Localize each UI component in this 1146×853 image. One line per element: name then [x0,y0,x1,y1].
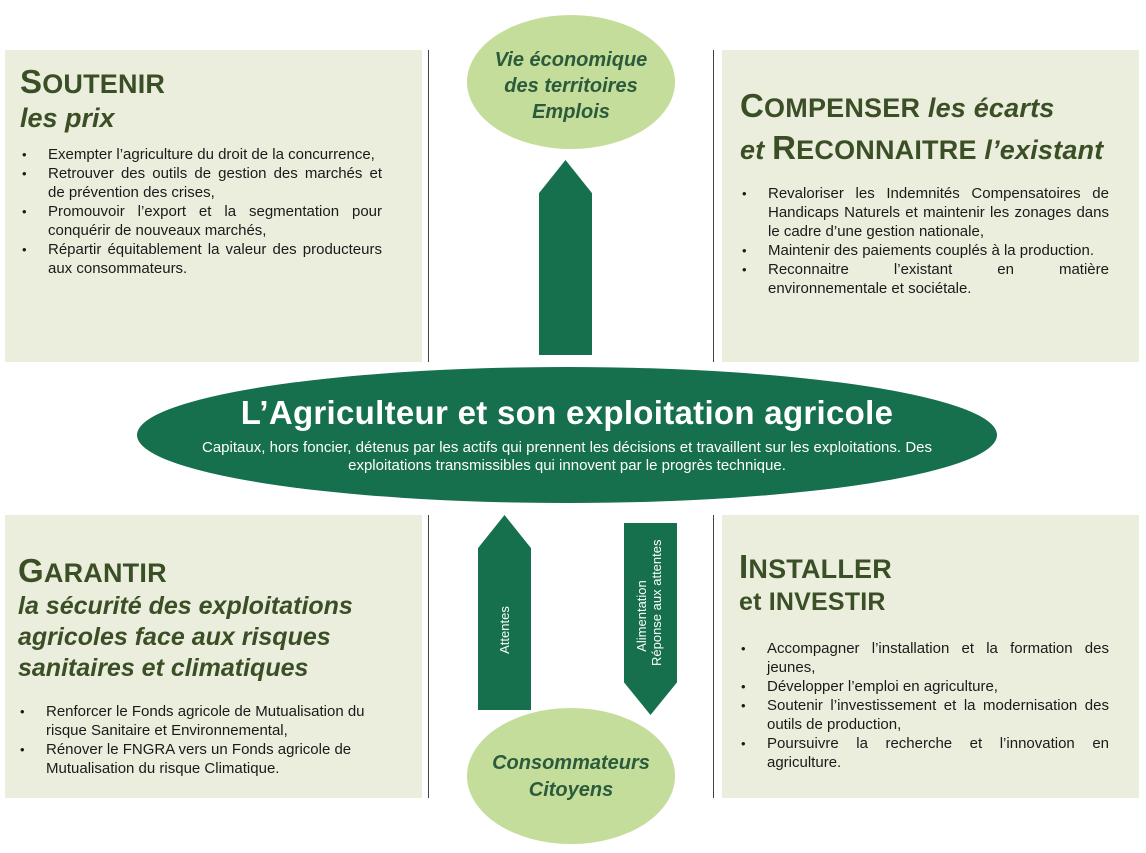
panel-subtitle: et INVESTIR [739,588,886,616]
divider-line [428,50,429,362]
list-item: • Répartir équitablement la valeur des producteurs aux consommateurs. [48,240,382,278]
divider-line [428,515,429,798]
list-item: • Développer l’emploi en agriculture, [767,677,1109,696]
ellipse-line: Consommateurs [492,752,650,774]
panel-subtitle: les prix [20,103,115,133]
list-item: • Promouvoir l’export et la segmentation pour conquérir de nouveaux marchés, [48,202,382,240]
center-title: L’Agriculteur et son exploitation agricole [240,394,894,431]
list-item: • Exempter l’agriculture du droit de la concurrence, [48,145,382,164]
ellipse-line: Citoyens [528,779,614,801]
panel-title-line2: et RECONNAITRE l’existant [740,129,1104,166]
list-item: • Reconnaitre l’existant en matière environnementale et sociétale. [768,260,1109,298]
divider-line [713,515,714,798]
panel-title: COMPENSER les écarts [740,87,1055,124]
arrow-label-attentes: Attentes [497,606,512,654]
panel-compenser [722,50,1139,362]
ellipse-consommateurs [467,708,675,844]
ellipse-line: des territoires [504,75,638,97]
arrow-up-icon [539,160,592,355]
bullet-list [18,702,382,778]
bullet-list [739,639,1109,772]
ellipse-vie-economique [467,15,675,149]
arrow-label-line: Réponse aux attentes [649,539,664,666]
panel-soutenir [5,50,422,362]
list-item: • Revaloriser les Indemnités Compensatoires de Handicaps Naturels et maintenir les zonages dans le cadre d’une gestion nationale, [768,184,1109,241]
list-item: • Poursuivre la recherche et l’innovation en agriculture. [767,734,1109,772]
list-item: • Soutenir l’investissement et la modernisation des outils de production, [767,696,1109,734]
panel-title: INSTALLER [739,548,892,585]
panel-garantir [5,515,422,798]
divider-line [713,50,714,362]
panel-title: GARANTIR [18,552,167,589]
list-item: • Rénover le FNGRA vers un Fonds agricole de Mutualisation du risque Climatique. [46,740,382,778]
list-item: • Maintenir des paiements couplés à la production. [768,241,1109,260]
bullet-list [20,145,382,278]
center-description: Capitaux, hors foncier, détenus par les actifs qui prennent les décisions et travaillent sur les exploitations. Des exploitations transmissibles qui innovent par le progrès technique. [202,439,932,474]
list-item: • Accompagner l’installation et la formation des jeunes, [767,639,1109,677]
panel-subtitle: la sécurité des exploitations agricoles face aux risques sanitaires et climatiques [18,592,353,682]
panel-title: SOUTENIR [20,63,166,100]
panel-installer [722,515,1139,798]
list-item: • Retrouver des outils de gestion des marchés et de prévention des crises, [48,164,382,202]
list-item: • Renforcer le Fonds agricole de Mutualisation du risque Sanitaire et Environnemental, [46,702,382,740]
ellipse-line: Emplois [532,101,610,123]
ellipse-agriculteur [137,367,997,503]
arrow-label-line: Alimentation [634,580,649,652]
arrow-label-alimentation [634,539,666,666]
bullet-list [740,184,1109,298]
ellipse-line: Vie économique [494,49,648,71]
